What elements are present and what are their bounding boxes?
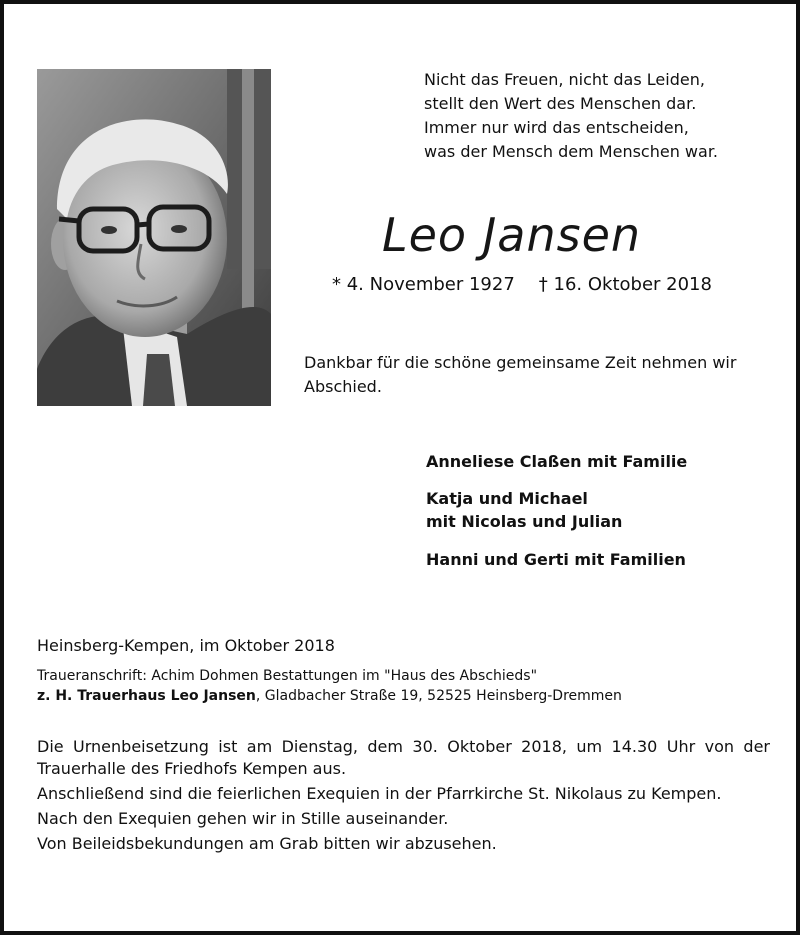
- poem: [424, 68, 784, 164]
- poem-line: Immer nur wird das entscheiden,: [424, 118, 689, 137]
- mourner-group: [426, 487, 786, 533]
- details-paragraph: Die Urnenbeisetzung ist am Dienstag, dem 30. Oktober 2018, um 14.30 Uhr von der Trauerhalle des Friedhofs Kempen aus.: [37, 737, 770, 778]
- address-line: Traueranschrift: Achim Dohmen Bestattungen im "Haus des Abschieds": [37, 668, 538, 684]
- mourner-line: mit Nicolas und Julian: [426, 512, 623, 531]
- poem-line: was der Mensch dem Menschen war.: [424, 142, 719, 161]
- mourning-address: [37, 666, 777, 706]
- address-recipient: z. H. Trauerhaus Leo Jansen: [37, 688, 256, 704]
- thanks-text: Dankbar für die schöne gemeinsame Zeit nehmen wir Abschied.: [304, 353, 737, 396]
- funeral-details: [37, 736, 770, 858]
- address-street: , Gladbacher Straße 19, 52525 Heinsberg-Dremmen: [255, 688, 622, 704]
- mourner-line: Anneliese Claßen mit Familie: [426, 452, 688, 471]
- death-date: † 16. Oktober 2018: [538, 274, 712, 295]
- birth-date: * 4. November 1927: [332, 274, 515, 295]
- portrait-photo: [37, 69, 271, 406]
- deceased-name: Leo Jansen: [382, 208, 642, 262]
- place-date: Heinsberg-Kempen, im Oktober 2018: [37, 636, 335, 655]
- mourner-line: Hanni und Gerti mit Familien: [426, 550, 686, 569]
- details-paragraph: Von Beileidsbekundungen am Grab bitten wir abzusehen.: [37, 834, 497, 853]
- details-paragraph: Anschließend sind die feierlichen Exequien in der Pfarrkirche St. Nikolaus zu Kempen.: [37, 784, 722, 803]
- life-dates: [332, 274, 712, 295]
- details-paragraph: Nach den Exequien gehen wir in Stille auseinander.: [37, 809, 449, 828]
- poem-line: Nicht das Freuen, nicht das Leiden,: [424, 70, 705, 89]
- address-line: [37, 686, 777, 706]
- poem-line: stellt den Wert des Menschen dar.: [424, 94, 697, 113]
- mourner-line: Katja und Michael: [426, 489, 588, 508]
